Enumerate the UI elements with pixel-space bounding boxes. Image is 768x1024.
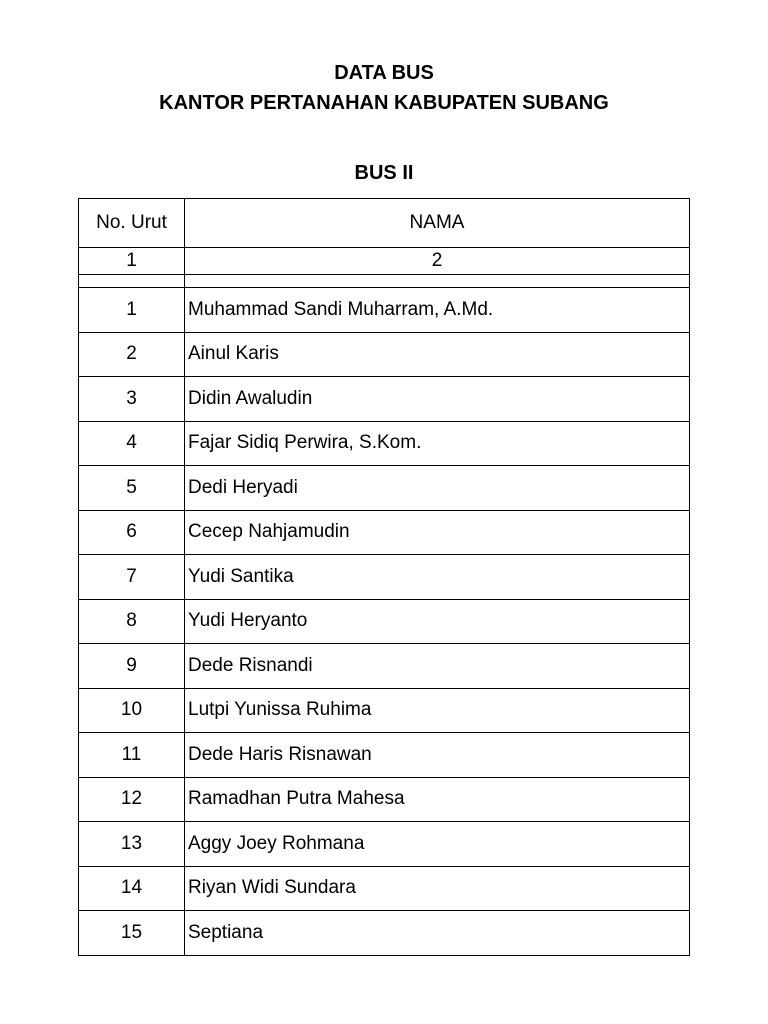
row-name: Ainul Karis bbox=[185, 332, 690, 377]
row-name: Dede Haris Risnawan bbox=[185, 733, 690, 778]
bus-label: BUS II bbox=[354, 162, 414, 184]
table-row bbox=[79, 688, 690, 733]
row-number: 10 bbox=[79, 688, 185, 733]
document-title: DATA BUS bbox=[334, 62, 434, 84]
spacer-row bbox=[79, 275, 690, 288]
row-name: Riyan Widi Sundara bbox=[185, 866, 690, 911]
table-row bbox=[79, 733, 690, 778]
row-name: Fajar Sidiq Perwira, S.Kom. bbox=[185, 421, 690, 466]
table-row bbox=[79, 599, 690, 644]
row-number: 9 bbox=[79, 644, 185, 689]
row-number: 5 bbox=[79, 466, 185, 511]
row-number: 11 bbox=[79, 733, 185, 778]
row-number: 7 bbox=[79, 555, 185, 600]
row-name: Muhammad Sandi Muharram, A.Md. bbox=[185, 288, 690, 333]
table-row bbox=[79, 466, 690, 511]
table-row bbox=[79, 421, 690, 466]
table-row bbox=[79, 377, 690, 422]
row-number: 12 bbox=[79, 777, 185, 822]
row-name: Dede Risnandi bbox=[185, 644, 690, 689]
table-row bbox=[79, 555, 690, 600]
row-number: 8 bbox=[79, 599, 185, 644]
row-name: Lutpi Yunissa Ruhima bbox=[185, 688, 690, 733]
row-name: Cecep Nahjamudin bbox=[185, 510, 690, 555]
column-number-1: 1 bbox=[79, 248, 185, 275]
table-row bbox=[79, 777, 690, 822]
column-number-row bbox=[79, 248, 690, 275]
table-row bbox=[79, 332, 690, 377]
table-row bbox=[79, 866, 690, 911]
row-number: 4 bbox=[79, 421, 185, 466]
row-name: Yudi Santika bbox=[185, 555, 690, 600]
row-number: 6 bbox=[79, 510, 185, 555]
column-number-2: 2 bbox=[185, 248, 690, 275]
column-header-no: No. Urut bbox=[79, 199, 185, 248]
passenger-table bbox=[78, 198, 690, 956]
column-header-name: NAMA bbox=[185, 199, 690, 248]
row-number: 14 bbox=[79, 866, 185, 911]
table-row bbox=[79, 822, 690, 867]
row-number: 3 bbox=[79, 377, 185, 422]
table-header-row bbox=[79, 199, 690, 248]
row-number: 2 bbox=[79, 332, 185, 377]
table-row bbox=[79, 911, 690, 956]
row-name: Didin Awaludin bbox=[185, 377, 690, 422]
row-name: Dedi Heryadi bbox=[185, 466, 690, 511]
row-name: Ramadhan Putra Mahesa bbox=[185, 777, 690, 822]
row-name: Septiana bbox=[185, 911, 690, 956]
office-name: KANTOR PERTANAHAN KABUPATEN SUBANG bbox=[159, 92, 609, 114]
table-row bbox=[79, 644, 690, 689]
row-number: 15 bbox=[79, 911, 185, 956]
row-number: 13 bbox=[79, 822, 185, 867]
row-number: 1 bbox=[79, 288, 185, 333]
table-row bbox=[79, 288, 690, 333]
table-row bbox=[79, 510, 690, 555]
row-name: Yudi Heryanto bbox=[185, 599, 690, 644]
row-name: Aggy Joey Rohmana bbox=[185, 822, 690, 867]
